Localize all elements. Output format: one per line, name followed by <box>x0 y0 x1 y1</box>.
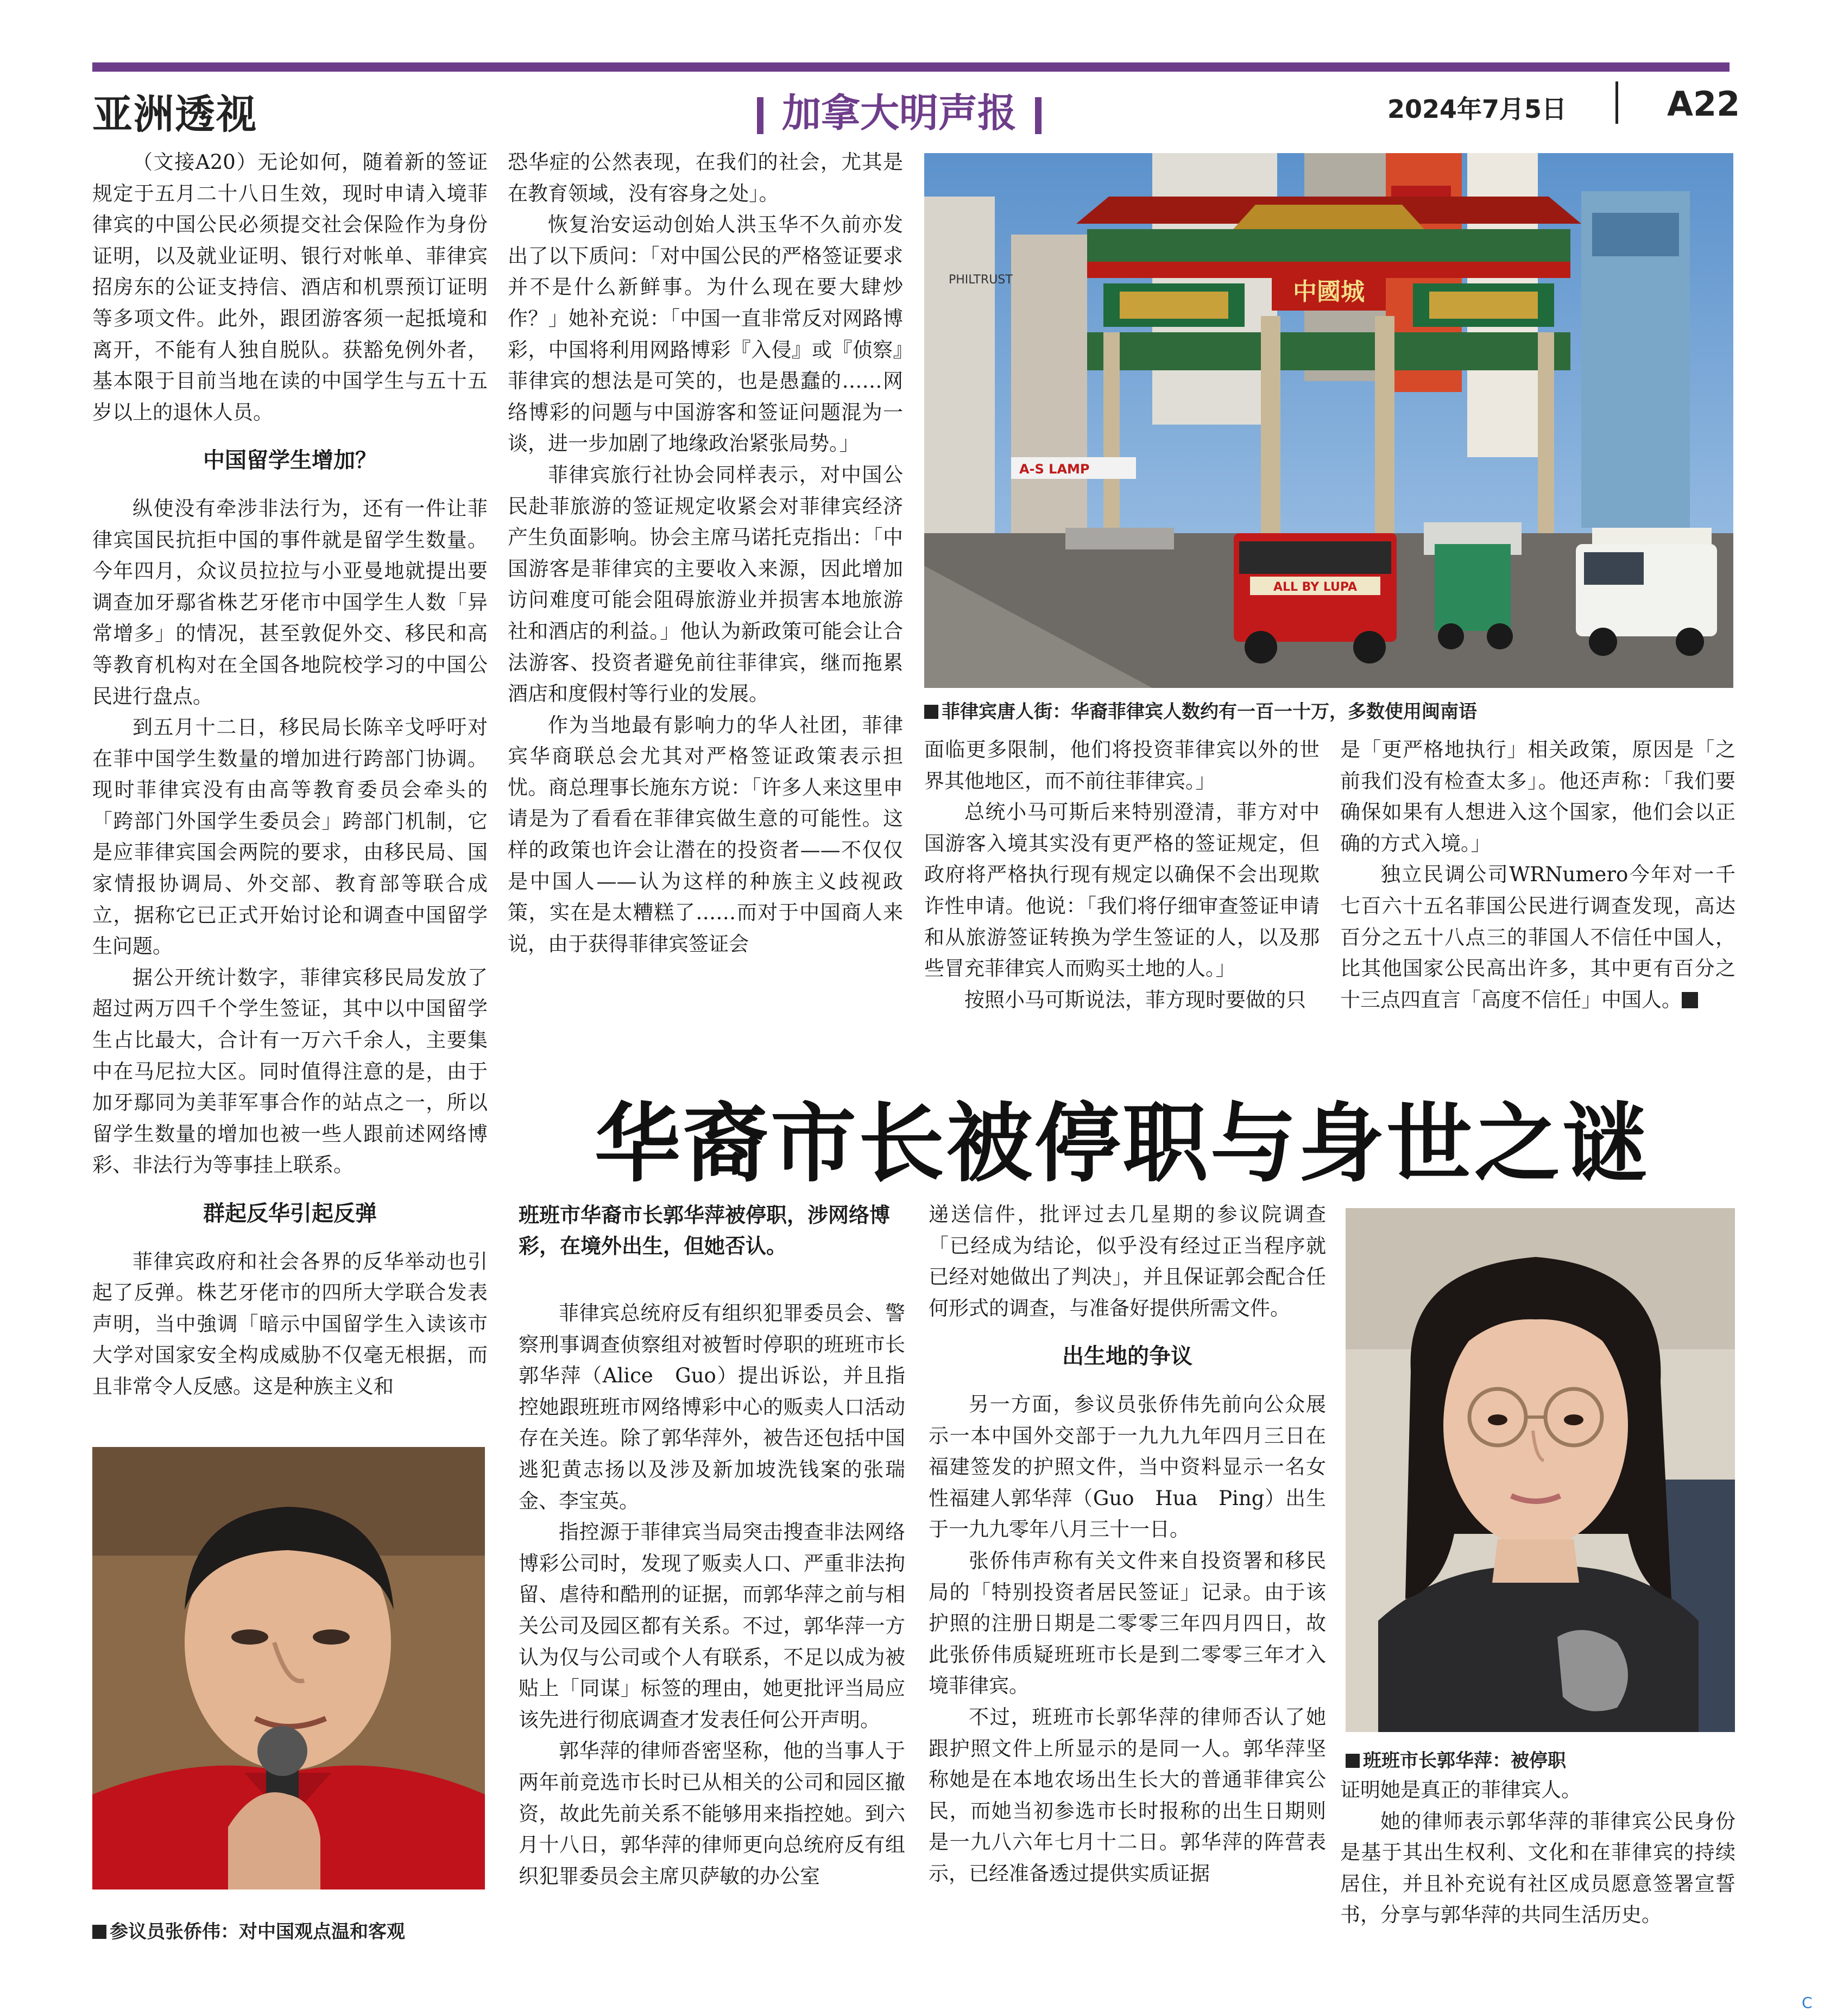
paragraph: 作为当地最有影响力的华人社团，菲律宾华商联总会尤其对严格签证政策表示担忧。商总理事长施东方说：「许多人来这里申请是为了看看在菲律宾做生意的可能性。这样的政策也许会让潜在的投资者——不仅仅是中国人——认为这样的种族主义歧视政策，实在是太糟糕了……而对于中国商人来说，由于获得菲律宾签证会 <box>508 713 903 956</box>
paragraph: 恢复治安运动创始人洪玉华不久前亦发出了以下质问：「对中国公民的严格签证要求并不是什么新鲜事。为什么现在要大肆炒作？」她补充说：「中国一直非常反对网路博彩，中国将利用网路博彩『入侵』或『侦察』菲律宾的想法是可笑的，也是愚蠢的……网络博彩的问题与中国游客和签证问题混为一谈，进一步加剧了地缘政治紧张局势。」 <box>508 213 903 456</box>
subheading-backlash: 群起反华引起反弹 <box>203 1201 377 1226</box>
paragraph: 指控源于菲律宾当局突击搜查非法网络博彩公司时，发现了贩卖人口、严重非法拘留、虐待和酷刑的证据，而郭华萍之前与相关公司及园区都有关系。不过，郭华萍一方认为仅与公司或个人有联系，不足以成为被贴上「同谋」标签的理由，她更批评当局应该先进行彻底调查才发表任何公开声明。 <box>519 1520 905 1731</box>
article-column-2 <box>508 147 903 959</box>
headline-mayor: 华裔市长被停职与身世之谜 <box>595 1094 1650 1194</box>
article-column-1 <box>92 147 488 1402</box>
paragraph: 她的律师表示郭华萍的菲律宾公民身份是基于其出生权利、文化和在菲律宾的持续居住，并且补充说有社区成员愿意签署宣誓书，分享与郭华萍的共同生活历史。 <box>1340 1809 1735 1927</box>
paragraph: 另一方面，参议员张侨伟先前向公众展示一本中国外交部于一九九九年四月三日在福建签发的护照文件，当中资料显示一名女性福建人郭华萍（Guo Hua Ping）出生于一九九零年八月三十一日。 <box>929 1392 1326 1541</box>
story2-column-b <box>929 1199 1326 1889</box>
corner-mark: C <box>1802 1994 1813 2012</box>
senator-illustration <box>92 1447 485 1889</box>
paragraph: 面临更多限制，他们将投资菲律宾以外的世界其他地区，而不前往菲律宾。」 <box>924 738 1320 793</box>
paragraph: （文接A20）无论如何，随着新的签证规定于五月二十八日生效，现时申请入境菲律宾的中国公民必须提交社会保险作为身份证明，以及就业证明、银行对帐单、菲律宾招房东的公证支持信、酒店和机票预订证明等多项文件。此外，跟团游客须一起抵境和离开，不能有人独自脱队。获豁免例外者，基本限于目前当地在读的中国学生与五十五岁以上的退休人员。 <box>92 150 488 424</box>
photo-senator <box>92 1447 485 1889</box>
gate-sign: 中國城 <box>1293 278 1365 306</box>
photo-chinatown <box>924 153 1733 688</box>
deck-mayor: 班班市华裔市长郭华萍被停职，涉网络博彩，在境外出生，但她否认。 <box>519 1203 891 1258</box>
paragraph-text: 独立民调公司WRNumero今年对一千七百六十五名菲国公民进行调查发现，高达百分之五十八点三的菲国人不信任中国人，比其他国家公民高出许多，其中更有百分之十三点四直言「高度不信任」中国人。 <box>1340 863 1735 1012</box>
caption-text: 班班市长郭华萍：被停职 <box>1363 1750 1566 1772</box>
paragraph: 菲律宾旅行社协会同样表示，对中国公民赴菲旅游的签证规定收紧会对菲律宾经济产生负面影响。协会主席马诺托克指出：「中国游客是菲律宾的主要收入来源，因此增加访问难度可能会阻碍旅游业并损害本地旅游社和酒店的利益。」他认为新政策可能会让合法游客、投资者避免前往菲律宾，继而拖累酒店和度假村等行业的发展。 <box>508 463 903 706</box>
paragraph: 张侨伟声称有关文件来自投资署和移民局的「特别投资者居民签证」记录。由于该护照的注册日期是二零零三年四月四日，故此张侨伟质疑班班市长是到二零零三年才入境菲律宾。 <box>929 1549 1326 1698</box>
subheading-students: 中国留学生增加？ <box>203 448 377 473</box>
header-divider <box>1615 81 1618 124</box>
paragraph <box>1340 859 1735 1015</box>
paragraph: 总统小马可斯后来特别澄清，菲方对中国游客入境其实没有更严格的签证规定，但政府将严格执行现有规定以确保不会出现欺诈性申请。他说：「我们将仔细审查签证申请和从旅游签证转换为学生签证的人，以及那些冒充菲律宾人而购买土地的人。」 <box>924 800 1320 981</box>
end-mark <box>1682 992 1698 1008</box>
paragraph: 递送信件，批评过去几星期的参议院调查「已经成为结论，似乎没有经过正当程序就已经对她做出了判决」，并且保证郭会配合任何形式的调查，与准备好提供所需文件。 <box>929 1203 1326 1320</box>
caption-marker <box>924 705 938 719</box>
jeepney-sign: ALL BY LUPA <box>1273 580 1358 594</box>
paragraph: 是「更严格地执行」相关政策，原因是「之前我们没有检查太多」。他还声称：「我们要确保如果有人想进入这个国家，他们会以正确的方式入境。」 <box>1340 738 1735 855</box>
caption-marker <box>1346 1754 1360 1768</box>
masthead-bar-right <box>1035 97 1042 134</box>
mayor-illustration <box>1346 1208 1735 1732</box>
paragraph: 按照小马可斯说法，菲方现时要做的只 <box>964 988 1306 1012</box>
shop-sign: A-S LAMP <box>1019 462 1090 477</box>
masthead-bar-left <box>757 97 763 134</box>
caption-mayor <box>1346 1746 1566 1772</box>
paragraph: 纵使没有牵涉非法行为，还有一件让菲律宾国民抗拒中国的事件就是留学生数量。今年四月，众议员拉拉与小亚曼地就提出要调查加牙鄢省株艺牙佬市中国学生人数「异常增多」的情况，甚至敦促外交、移民和高等教育机构对在全国各地院校学习的中国公民进行盘点。 <box>92 496 488 708</box>
article-column-4 <box>1340 734 1735 1015</box>
masthead-prefix: 加拿大 <box>782 90 900 136</box>
paragraph: 恐华症的公然表现，在我们的社会，尤其是在教育领域，没有容身之处」。 <box>508 150 903 205</box>
caption-text: 菲律宾唐人街：华裔菲律宾人数约有一百一十万，多数使用闽南语 <box>942 701 1477 723</box>
chinatown-illustration <box>924 153 1733 688</box>
paragraph: 到五月十二日，移民局长陈辛戈呼吁对在菲中国学生数量的增加进行跨部门协调。现时菲律宾没有由高等教育委员会牵头的「跨部门外国学生委员会」跨部门机制，它是应菲律宾国会两院的要求，由移民局、国家情报协调局、外交部、教育部等联合成立，据称它已正式开始讨论和调查中国留学生问题。 <box>92 716 488 958</box>
story2-column-a <box>519 1298 905 1892</box>
paragraph: 证明她是真正的菲律宾人。 <box>1340 1778 1581 1802</box>
masthead-brand: 明声报 <box>899 90 1017 136</box>
paragraph: 郭华萍的律师沓密坚称，他的当事人于两年前竞选市长时已从相关的公司和园区撤资，故此先前关系不能够用来指控她。到六月十八日，郭华萍的律师更向总统府反有组织犯罪委员会主席贝萨敏的办公室 <box>519 1739 905 1888</box>
paragraph: 据公开统计数字，菲律宾移民局发放了超过两万四千个学生签证，其中以中国留学生占比最大，合计有一万六千余人，主要集中在马尼拉大区。同时值得注意的是，由于加牙鄢同为美菲军事合作的站点之一，所以留学生数量的增加也被一些人跟前述网络博彩、非法行为等事挂上联系。 <box>92 965 488 1177</box>
caption-text: 参议员张侨伟：对中国观点温和客观 <box>110 1921 405 1943</box>
top-rule <box>92 62 1730 72</box>
article-column-3 <box>924 734 1320 1015</box>
photo-mayor <box>1346 1208 1735 1732</box>
caption-chinatown <box>924 697 1477 723</box>
paragraph: 不过，班班市长郭华萍的律师否认了她跟护照文件上所显示的是同一人。郭华萍坚称她是在本地农场出生长大的普通菲律宾公民，而她当初参选市长时报称的出生日期则是一九八六年七月十二日。郭华萍的阵营表示，已经准备透过提供实质证据 <box>929 1705 1326 1885</box>
subheading-birthplace: 出生地的争议 <box>1062 1344 1192 1369</box>
caption-senator <box>92 1917 405 1943</box>
issue-date: 2024年7月5日 <box>1387 94 1567 124</box>
page-number: A22 <box>1667 84 1740 124</box>
story2-column-c <box>1340 1774 1735 1931</box>
trust-sign: PHILTRUST <box>949 273 1013 287</box>
section-title: 亚洲透视 <box>92 91 257 138</box>
masthead <box>739 81 1060 138</box>
caption-marker <box>92 1925 106 1939</box>
paragraph: 菲律宾政府和社会各界的反华举动也引起了反弹。株艺牙佬市的四所大学联合发表声明，当中強调「暗示中国留学生入读该市大学对国家安全构成威胁不仅毫无根据，而且非常令人反感。这是种族主义和 <box>92 1249 488 1398</box>
paragraph: 菲律宾总统府反有组织犯罪委员会、警察刑事调查侦察组对被暂时停职的班班市长郭华萍（Alice Guo）提出诉讼，并且指控她跟班班市网络博彩中心的贩卖人口活动存在关连。除了郭华萍外，被告还包括中国逃犯黄志扬以及涉及新加坡洗钱案的张瑞金、李宝英。 <box>519 1301 905 1513</box>
